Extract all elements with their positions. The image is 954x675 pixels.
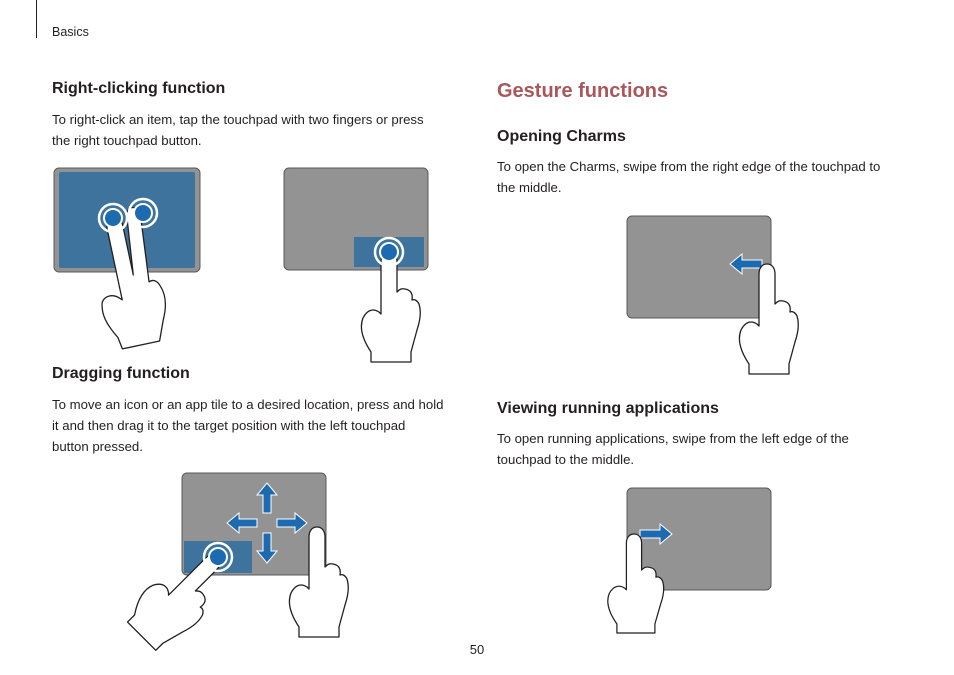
right-click-description: To right-click an item, tap the touchpad with two fingers or press the right touchpad button. — [52, 112, 424, 148]
opening-charms-heading: Opening Charms — [497, 128, 626, 145]
right-click-illustration — [40, 160, 470, 335]
running-apps-heading: Viewing running applications — [497, 400, 719, 417]
running-apps-description: To open running applications, swipe from the left edge of the touchpad to the middle. — [497, 431, 849, 467]
gesture-functions-heading: Gesture functions — [497, 80, 669, 102]
right-click-heading: Right-clicking function — [52, 80, 226, 97]
dragging-heading: Dragging function — [52, 365, 190, 382]
tap-point-icon — [99, 204, 127, 232]
opening-charms-description: To open the Charms, swipe from the right edge of the touchpad to the middle. — [497, 159, 881, 195]
header-rule — [36, 0, 37, 38]
dragging-illustration — [110, 465, 390, 625]
section-label: Basics — [52, 25, 89, 39]
tap-point-icon — [375, 238, 403, 266]
tap-point-icon — [129, 199, 157, 227]
tap-point-icon — [204, 543, 232, 571]
page-number: 50 — [469, 642, 485, 657]
opening-charms-illustration — [600, 208, 840, 378]
running-apps-illustration — [600, 480, 840, 642]
dragging-description: To move an icon or an app tile to a desired location, press and hold it and then drag it to the target position with the left touchpad button pressed. — [52, 397, 444, 454]
